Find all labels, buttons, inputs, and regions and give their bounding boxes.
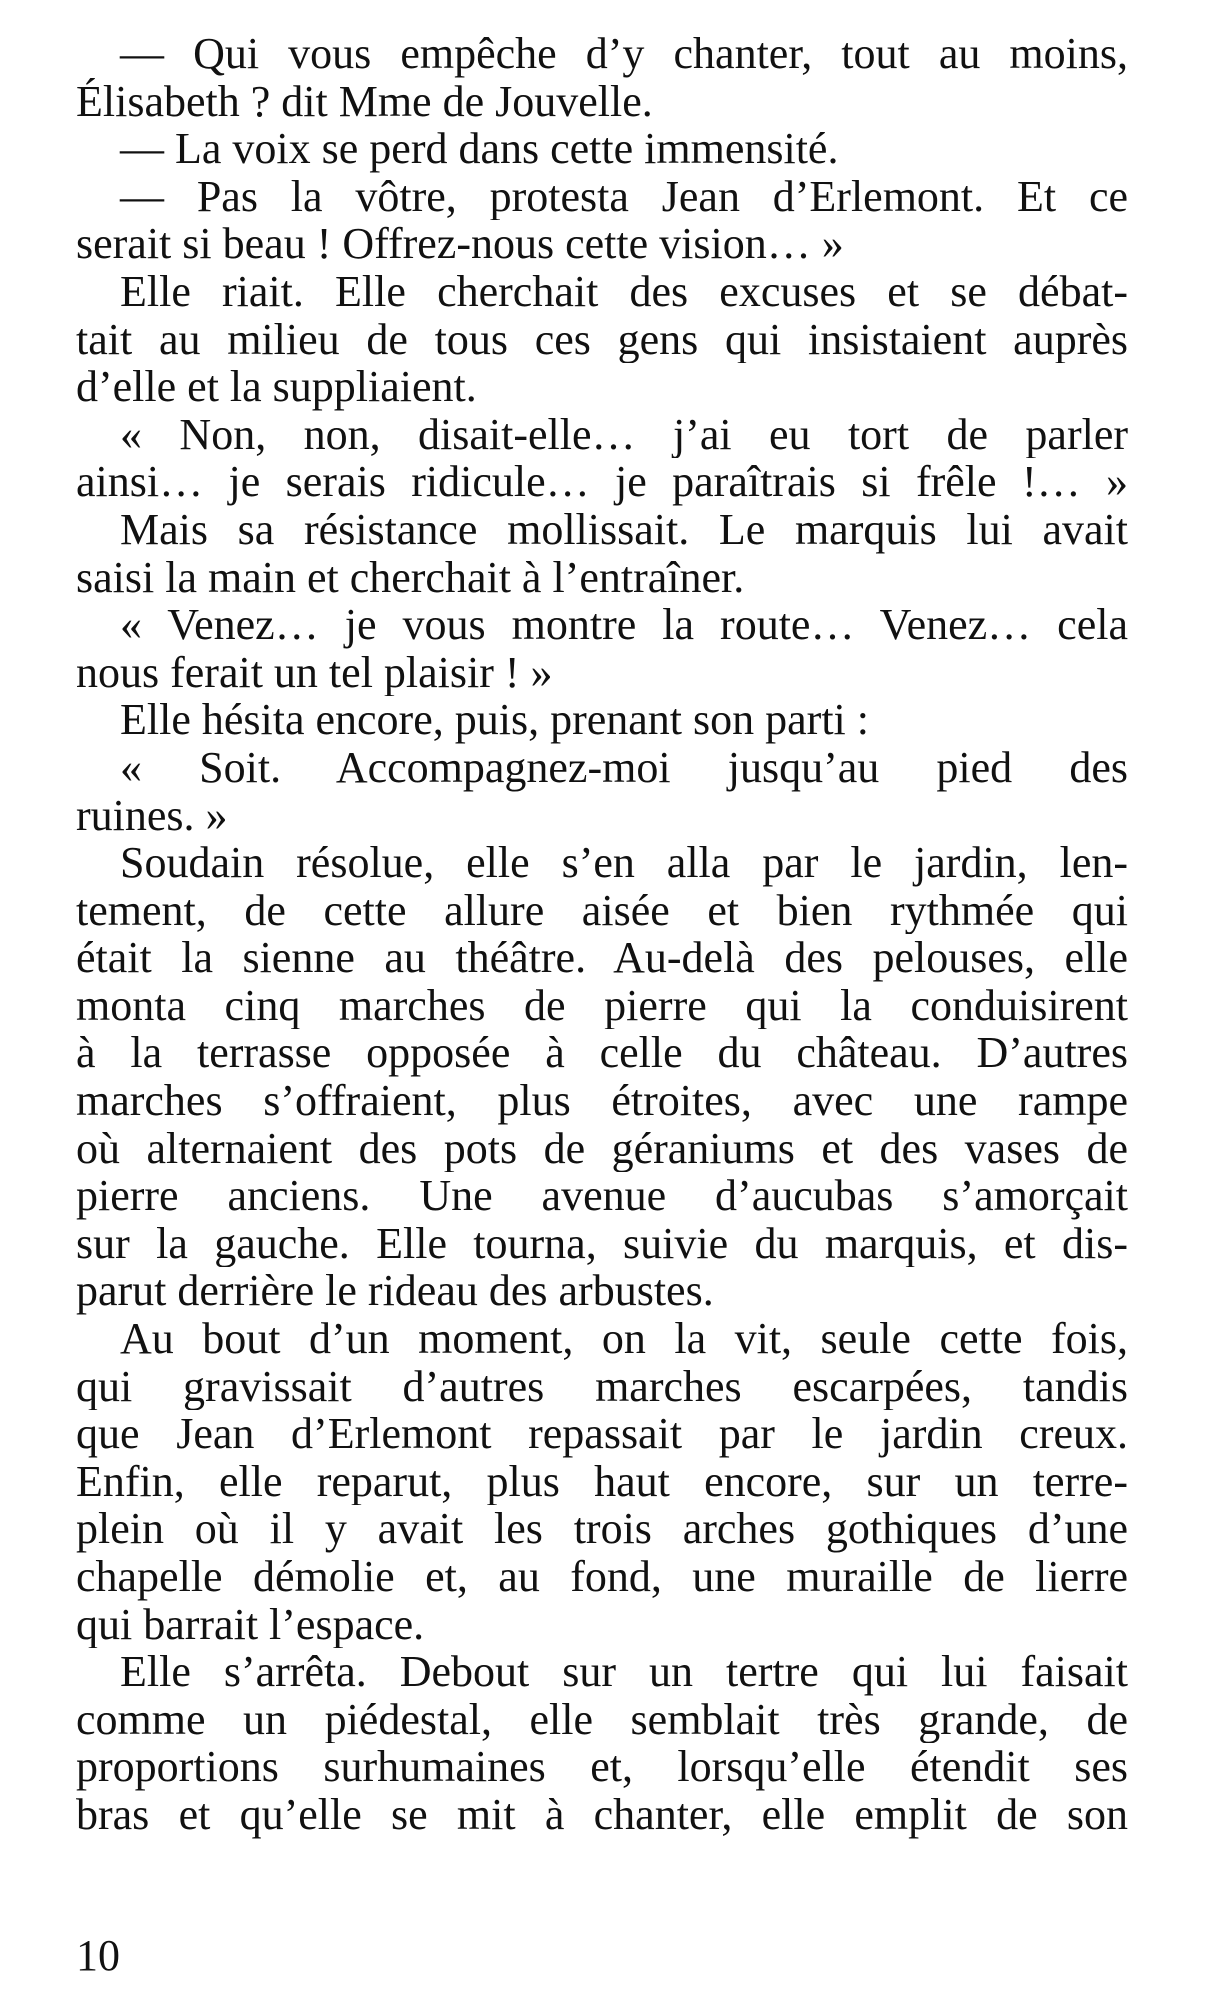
text-line: Elle riait. Elle cherchait des excuses et se débat- <box>120 267 1128 316</box>
text-line: à la terrasse opposée à celle du château. D’autres <box>76 1029 1128 1078</box>
text-line: — Pas la vôtre, protesta Jean d’Erlemont. Et ce <box>120 172 1128 221</box>
text-line: d’elle et la suppliaient. <box>76 363 477 411</box>
text-line: tait au milieu de tous ces gens qui insistaient auprès <box>76 315 1128 364</box>
text-line: tement, de cette allure aisée et bien rythmée qui <box>76 886 1128 935</box>
text-line: ainsi… je serais ridicule… je paraîtrais si frêle !… » <box>76 458 1128 506</box>
page-number: 10 <box>76 1931 120 1980</box>
text-line: « Soit. Accompagnez-moi jusqu’au pied des <box>120 743 1128 792</box>
text-line: « Venez… je vous montre la route… Venez… cela <box>120 601 1128 649</box>
text-line: marches s’offraient, plus étroites, avec une rampe <box>76 1077 1128 1125</box>
text-line: pierre anciens. Une avenue d’aucubas s’amorçait <box>76 1172 1128 1220</box>
text-line: Mais sa résistance mollissait. Le marquis lui avait <box>120 505 1128 554</box>
text-line: qui gravissait d’autres marches escarpées, tandis <box>76 1362 1128 1411</box>
page-body <box>76 30 1128 1839</box>
text-line: plein où il y avait les trois arches gothiques d’une <box>76 1505 1128 1553</box>
text-line: où alternaient des pots de géraniums et des vases de <box>76 1124 1128 1173</box>
text-line: sur la gauche. Elle tourna, suivie du marquis, et dis- <box>76 1219 1128 1268</box>
text-line: nous ferait un tel plaisir ! » <box>76 648 553 697</box>
text-line: — Qui vous empêche d’y chanter, tout au moins, <box>120 30 1128 78</box>
text-line: Au bout d’un moment, on la vit, seule cette fois, <box>120 1315 1128 1363</box>
text-line: saisi la main et cherchait à l’entraîner. <box>76 553 745 602</box>
text-line: bras et qu’elle se mit à chanter, elle emplit de son <box>76 1790 1128 1839</box>
text-line: Enfin, elle reparut, plus haut encore, sur un terre- <box>76 1457 1128 1506</box>
text-line: ruines. » <box>76 791 228 840</box>
text-line: serait si beau ! Offrez-nous cette vision… » <box>76 220 844 268</box>
text-line: que Jean d’Erlemont repassait par le jardin creux. <box>76 1410 1128 1458</box>
text-line: proportions surhumaines et, lorsqu’elle étendit ses <box>76 1743 1128 1791</box>
text-line: parut derrière le rideau des arbustes. <box>76 1267 714 1316</box>
text-line: Élisabeth ? dit Mme de Jouvelle. <box>76 77 653 126</box>
text-line: chapelle démolie et, au fond, une muraille de lierre <box>76 1553 1128 1601</box>
text-line: qui barrait l’espace. <box>76 1600 425 1649</box>
text-line: comme un piédestal, elle semblait très grande, de <box>76 1695 1128 1744</box>
text-line: Elle s’arrêta. Debout sur un tertre qui lui faisait <box>120 1648 1128 1696</box>
text-line: était la sienne au théâtre. Au-delà des pelouses, elle <box>76 934 1128 982</box>
text-line: Soudain résolue, elle s’en alla par le jardin, len- <box>120 839 1128 887</box>
text-line: Elle hésita encore, puis, prenant son parti : <box>120 696 869 744</box>
text-line: monta cinq marches de pierre qui la conduisirent <box>76 981 1128 1030</box>
text-line: — La voix se perd dans cette immensité. <box>120 125 839 173</box>
text-line: « Non, non, disait-elle… j’ai eu tort de parler <box>120 410 1128 459</box>
